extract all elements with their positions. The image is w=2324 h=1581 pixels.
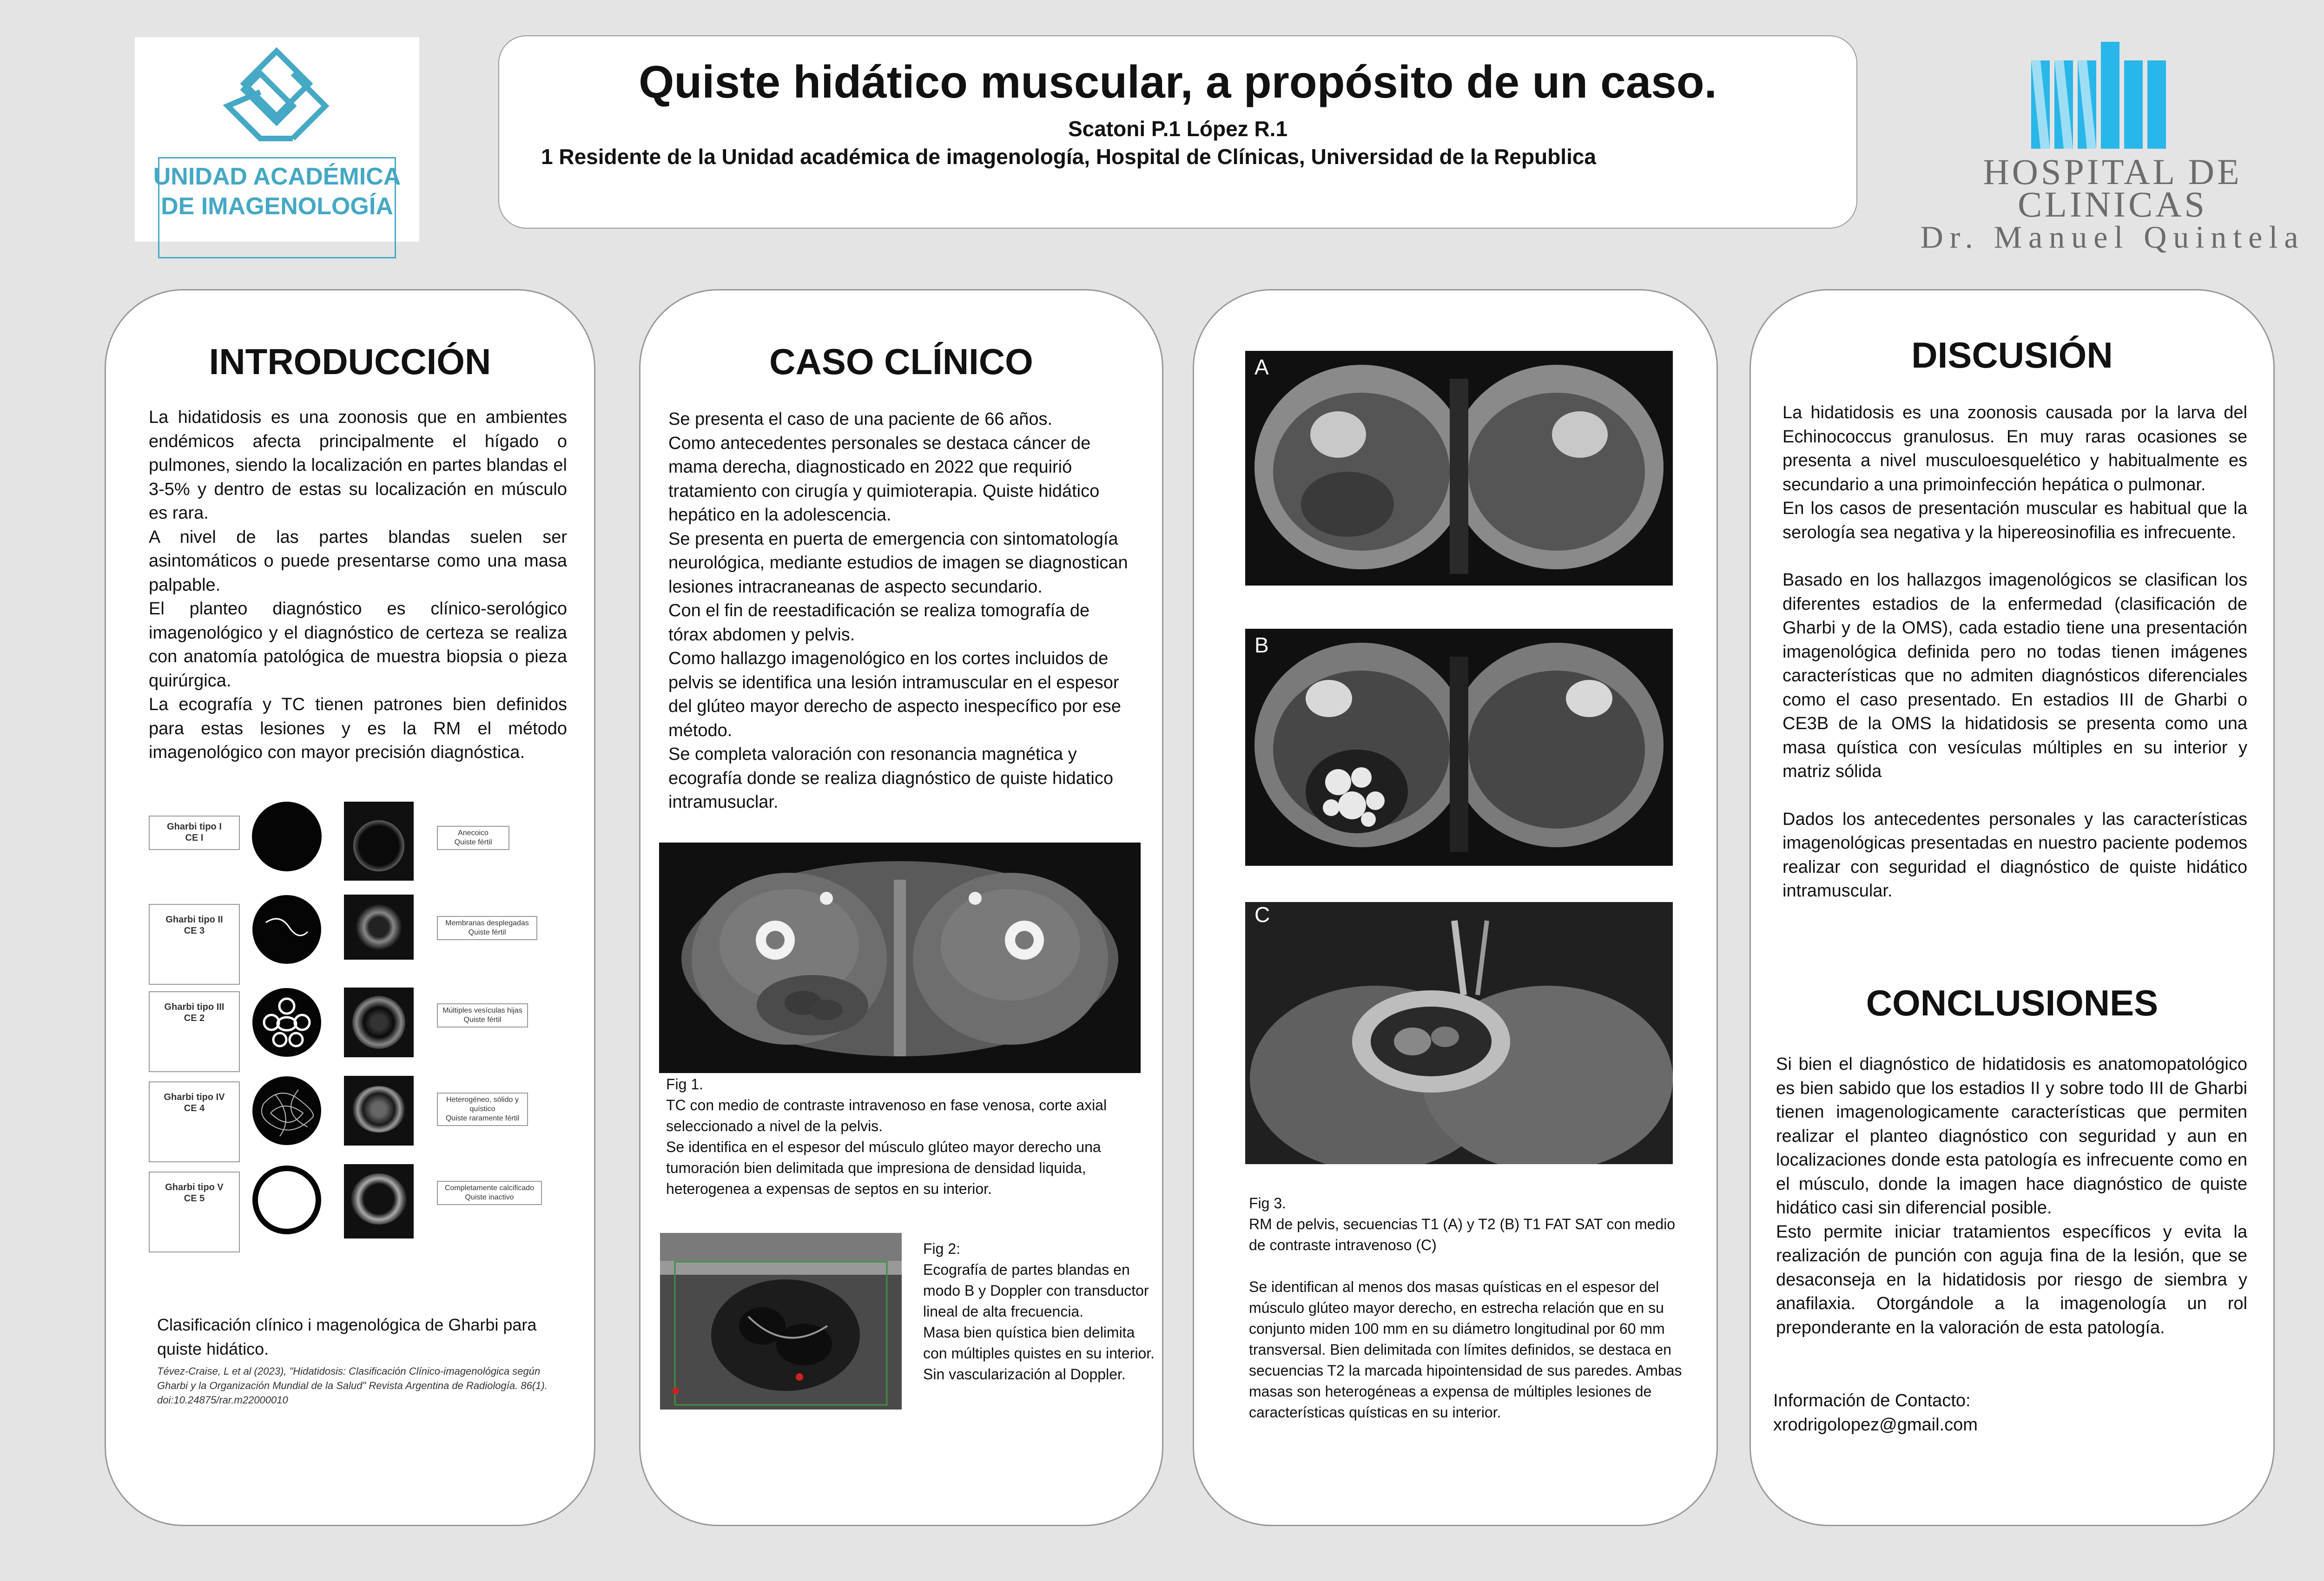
- gharbi-type: Gharbi tipo III: [164, 1002, 224, 1012]
- hospital-name-line1: HOSPITAL DE CLINICAS: [1983, 152, 2242, 224]
- gharbi-ce: CE 4: [184, 1103, 205, 1113]
- gharbi-desc-line: Membranas desplegadas: [445, 919, 529, 927]
- poster-title: Quiste hidático muscular, a propósito de un caso.: [639, 56, 1717, 107]
- discusion-paragraph: En los casos de presentación muscular es habitual que la serología sea negativa y la hipereosinofilia es infrecuente.: [1783, 499, 2247, 542]
- fig1-label: Fig 1.: [666, 1076, 704, 1093]
- cyst-diagram-type-1: [252, 802, 322, 871]
- mri-image-a: [1245, 351, 1673, 586]
- discusion-text: [1783, 401, 2247, 903]
- fig1-text2: Se identifica en el espesor del músculo glúteo mayor derecho una tumoración bien delimitada que impresiona de densidad liquida, heterogenea a expensas de septos en su interior.: [666, 1139, 1101, 1197]
- conclusiones-paragraph: Esto permite iniciar tratamientos específicos y evita la realización de punción con aguja fina de la lesión, que se desaconseja en la hidatidosis por riesgo de siembra y anafilaxia. Otorgándole a la imagenología un rol preponderante en la valoración de esta patología.: [1776, 1222, 2247, 1337]
- intro-text: [149, 406, 567, 765]
- gharbi-ce: CE 5: [184, 1193, 205, 1204]
- caso-paragraph: Como antecedentes personales se destaca cáncer de mama derecha, diagnosticado en 2022 que requirió tratamiento con cirugía y quimioterapia. Quiste hidático hepático en la adolescencia.: [668, 433, 1100, 525]
- fig1-text: TC con medio de contraste intravenoso en fase venosa, corte axial seleccionado a nivel de la pelvis.: [666, 1097, 1107, 1134]
- intro-paragraph: La hidatidosis es una zoonosis que en ambientes endémicos afecta principalmente el hígado o pulmones, siendo la localización en partes blandas el 3-5% y dentro de estas su localización en músculo es rara.: [149, 408, 567, 523]
- contact-block: [1773, 1389, 2238, 1437]
- conclusiones-heading: CONCLUSIONES: [1866, 982, 2159, 1023]
- caso-paragraph: Como hallazgo imagenológico en los cortes incluidos de pelvis se identifica una lesión intramuscular en el espesor del glúteo mayor derecho de aspecto inespecífico por ese método.: [668, 649, 1121, 740]
- us-image-type-2: [344, 895, 414, 960]
- title-box: [498, 35, 1857, 229]
- gharbi-desc-line: Quiste fértil: [463, 1016, 502, 1024]
- ultrasound-image: [660, 1233, 902, 1410]
- gharbi-label-box: [149, 991, 240, 1072]
- gharbi-figure: [149, 797, 548, 1276]
- fig3-caption: [1249, 1193, 1686, 1423]
- caso-text: [668, 408, 1133, 815]
- discusion-paragraph: Dados los antecedentes personales y las características imagenológicas presentadas en nuestro paciente podemos realizar con seguridad el diagnóstico de quiste hidático intramuscular.: [1783, 809, 2247, 901]
- fig2-text: Ecografía de partes blandas en modo B y Doppler con transductor lineal de alta frecuencia.: [923, 1261, 1149, 1320]
- fig3-label: Fig 3.: [1249, 1195, 1287, 1212]
- cyst-diagram-type-5: [252, 1165, 322, 1235]
- intro-paragraph: El planteo diagnóstico es clínico-serológico imagenológico y el diagnóstico de certeza se realiza con anatomía patológica de muestra biopsia o pieza quirúrgica.: [149, 599, 567, 691]
- uai-name-line2: DE IMAGENOLOGÍA: [161, 193, 393, 220]
- caso-paragraph: Con el fin de reestadificación se realiza tomografía de tórax abdomen y pelvis.: [668, 601, 1090, 645]
- gharbi-desc-line: Anecoico: [458, 829, 489, 837]
- intro-heading: INTRODUCCIÓN: [209, 341, 491, 382]
- us-image-type-5: [344, 1164, 414, 1238]
- hospital-logo: [1896, 33, 2315, 255]
- discussion-panel: [1750, 289, 2275, 1526]
- fig2-label: Fig 2:: [923, 1240, 961, 1257]
- gharbi-desc-line: Múltiples vesículas hijas: [442, 1007, 522, 1014]
- conclusiones-paragraph: Si bien el diagnóstico de hidatidosis es anatomopatológico es bien sabido que los estadios II y sobre todo III de Gharbi tienen imagenologicamente características que permiten realizar el planteo diagnóstico con seguridad y aun en localizaciones donde esta patología es infrecuente como en el músculo, donde la imagen hace diagnóstico de quiste hidático casi sin diferencial posible.: [1776, 1054, 2247, 1218]
- intro-paragraph: La ecografía y TC tienen patrones bien definidos para estas lesiones y es la RM el método imagenológico con mayor precisión diagnóstica.: [149, 695, 567, 762]
- gharbi-ce: CE I: [185, 833, 204, 843]
- gharbi-desc: [437, 826, 509, 850]
- us-image-type-1: [344, 802, 414, 881]
- ct-image: [659, 843, 1141, 1073]
- contact-email[interactable]: xrodrigolopez@gmail.com: [1773, 1415, 1978, 1435]
- discusion-paragraph: La hidatidosis es una zoonosis causada por la larva del Echinococcus granulosus. En muy raras ocasiones se presenta a nivel musculoesquelético y habitualmente es secundario a una primoinfección hepática o pulmonar.: [1783, 403, 2247, 494]
- gharbi-desc-line: Quiste inactivo: [465, 1193, 514, 1201]
- gharbi-desc-line: Heterogéneo, sólido y quístico: [446, 1096, 519, 1113]
- gharbi-desc: [437, 916, 537, 940]
- us-image-type-4: [344, 1076, 414, 1146]
- affiliation: 1 Residente de la Unidad académica de imagenología, Hospital de Clínicas, Universidad de la Republica: [541, 145, 1597, 169]
- uai-name-line1: UNIDAD ACADÉMICA: [153, 163, 401, 190]
- caso-panel: [639, 289, 1163, 1526]
- gharbi-type: Gharbi tipo V: [165, 1182, 224, 1192]
- hospital-name-line2: Dr. Manuel Quintela: [1920, 219, 2305, 255]
- mri-panel: [1193, 289, 1718, 1526]
- caso-paragraph: Se presenta en puerta de emergencia con sintomatología neurológica, mediante estudios de imagen se diagnostican lesiones intracraneanas de aspecto secundario.: [668, 529, 1128, 597]
- gharbi-desc-line: Quiste fértil: [468, 929, 506, 936]
- fig2-caption: [923, 1238, 1155, 1385]
- gharbi-desc: [437, 1093, 528, 1126]
- authors: Scatoni P.1 López R.1: [1068, 117, 1288, 141]
- intro-paragraph: A nivel de las partes blandas suelen ser asintomáticos o puede presentarse como una masa palpable.: [149, 527, 567, 595]
- uai-logo: [135, 37, 419, 242]
- gharbi-type: Gharbi tipo IV: [164, 1092, 225, 1102]
- gharbi-ce: CE 2: [184, 1013, 205, 1023]
- cyst-diagram-type-2: [252, 895, 322, 964]
- caso-paragraph: Se presenta el caso de una paciente de 66 años.: [668, 409, 1053, 429]
- gharbi-reference: Tévez-Craise, L et al (2023), "Hidatidosis: Clasificación Clínico-imagenológica según Gharbi y la Organización Mundial de la Salud" Revista Argentina de Radiología. 86(1). doi:10.24875/rar.m22000010: [157, 1365, 548, 1406]
- mri-label-a: A: [1254, 355, 1269, 379]
- fig3-text2: Se identifican al menos dos masas quísticas en el espesor del músculo glúteo mayor derecho, en estrecha relación que en su conjunto miden 100 mm en su diámetro longitudinal por 60 mm transversal. Bien delimitada con límites definidos, se destaca en secuencias T2 la marcada hipointensidad de sus paredes. Ambas masas son heterogéneas a expensa de múltiples lesiones de características quísticas en su interior.: [1249, 1278, 1682, 1421]
- gharbi-ce: CE 3: [184, 926, 205, 936]
- gharbi-desc-line: Quiste raramente fértil: [445, 1114, 520, 1122]
- gharbi-desc-line: Quiste fértil: [454, 838, 492, 846]
- gharbi-desc-line: Completamente calcificado: [444, 1184, 535, 1192]
- intro-panel: [105, 289, 595, 1526]
- uai-emblem-icon: [214, 46, 339, 157]
- gharbi-type: Gharbi tipo II: [165, 915, 223, 925]
- gharbi-label-box: [149, 816, 240, 850]
- gharbi-desc: [437, 1003, 528, 1028]
- mri-image-c: [1245, 902, 1673, 1164]
- gharbi-label-box: [149, 904, 240, 985]
- contact-label: Información de Contacto:: [1773, 1391, 1971, 1410]
- conclusiones-text: [1776, 1053, 2247, 1340]
- gharbi-desc: [437, 1181, 542, 1205]
- gharbi-type: Gharbi tipo I: [167, 822, 222, 832]
- hospital-columns-icon: [2031, 42, 2171, 149]
- gharbi-label-box: [149, 1081, 240, 1162]
- cyst-diagram-type-4: [252, 1076, 322, 1146]
- mri-label-b: B: [1254, 633, 1269, 657]
- gharbi-caption: Clasificación clínico i magenológica de Gharbi para quiste hidático.: [157, 1315, 537, 1358]
- fig1-caption: [666, 1074, 1140, 1199]
- caso-paragraph: Se completa valoración con resonancia magnética y ecografía donde se realiza diagnóstico de quiste hidatico intramusuclar.: [668, 744, 1113, 812]
- fig3-text: RM de pelvis, secuencias T1 (A) y T2 (B) T1 FAT SAT con medio de contraste intravenoso (C): [1249, 1216, 1676, 1253]
- discusion-heading: DISCUSIÓN: [1911, 335, 2113, 375]
- gharbi-label-box: [149, 1172, 240, 1252]
- discusion-paragraph: Basado en los hallazgos imagenológicos se clasifican los diferentes estadios de la enfermedad (clasificación de Gharbi y de la OMS), cada estadio tiene una presentación imagenológica definida pero no todas tienen imágenes características que no admiten diagnósticos diferenciales como el caso presentado. En estadios III de Gharbi o CE3B de la OMS la hidatidosis se presenta como una masa quística con vesículas múltiples en su interior y matriz sólida: [1783, 570, 2247, 781]
- cyst-diagram-type-3: [252, 988, 322, 1057]
- mri-image-b: [1245, 629, 1673, 866]
- us-image-type-3: [344, 988, 414, 1057]
- fig2-text2: Masa bien quística bien delimita con múltiples quistes en su interior. Sin vascularización al Doppler.: [923, 1324, 1155, 1383]
- caso-heading: CASO CLÍNICO: [769, 341, 1033, 382]
- mri-label-c: C: [1254, 902, 1270, 927]
